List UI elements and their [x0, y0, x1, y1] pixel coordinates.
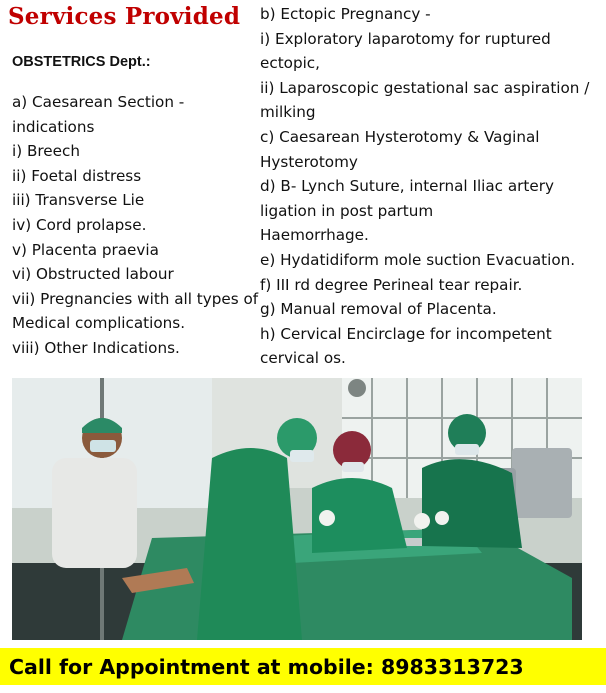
list-item: a) Caesarean Section - indications	[12, 93, 185, 136]
list-item: f) III rd degree Perineal tear repair.	[260, 275, 523, 294]
list-item: i) Exploratory laparotomy for ruptured ectopic,	[260, 29, 551, 73]
list-item: viii) Other Indications.	[12, 338, 180, 357]
list-item: ii) Laparoscopic gestational sac aspiration / milking	[260, 78, 590, 122]
list-item: g) Manual removal of Placenta.	[260, 300, 497, 319]
list-item: vi) Obstructed labour	[12, 265, 174, 284]
surgery-photo	[12, 378, 582, 640]
list-item: Haemorrhage.	[260, 226, 369, 245]
list-item: e) Hydatidiform mole suction Evacuation.	[260, 250, 576, 269]
list-item: d) B- Lynch Suture, internal Iliac artery ligation in post partum	[260, 177, 554, 220]
list-item: iii) Transverse Lie	[12, 191, 145, 210]
list-item: ii) Foetal distress	[12, 166, 142, 185]
obstetrics-list-left	[12, 90, 264, 361]
list-item: vii) Pregnancies with all types of Medical complications.	[12, 289, 259, 333]
appointment-text: Call for Appointment at mobile: 8983313723	[9, 654, 524, 679]
list-item: b) Ectopic Pregnancy -	[260, 5, 431, 23]
list-item: iv) Cord prolapse.	[12, 215, 147, 234]
department-heading: OBSTETRICS Dept.:	[12, 54, 151, 70]
appointment-banner	[0, 648, 606, 685]
list-item: c) Caesarean Hysterotomy & Vaginal Hysterotomy	[260, 127, 540, 171]
page-title: Services Provided	[8, 3, 241, 30]
list-item: h) Cervical Encirclage for incompetent cervical os.	[260, 324, 552, 368]
list-item: i) Breech	[12, 142, 80, 161]
list-item: v) Placenta praevia	[12, 240, 159, 259]
obstetrics-list-right	[260, 2, 606, 371]
